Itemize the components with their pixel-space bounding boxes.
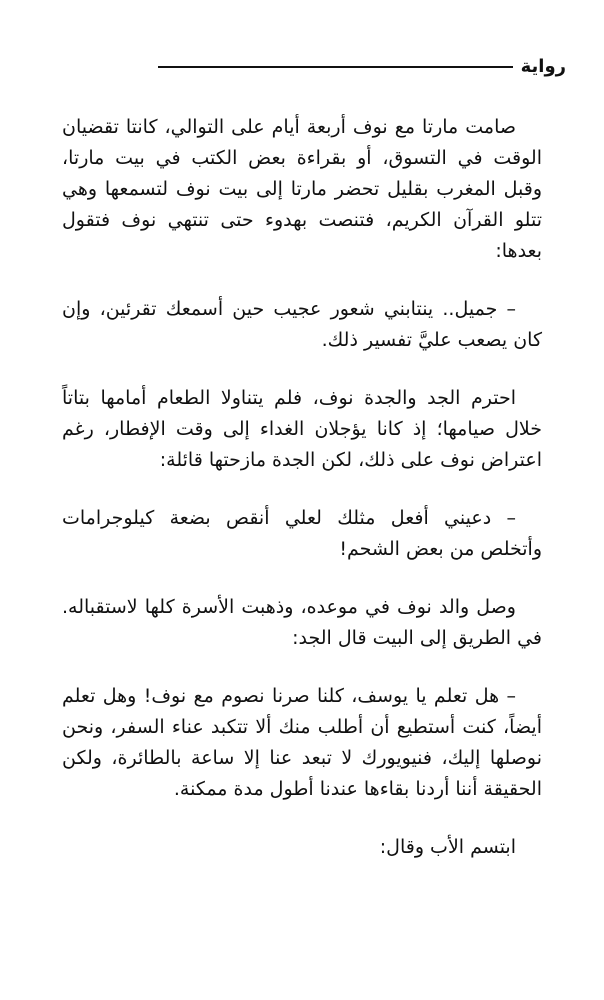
paragraph: ابتسم الأب وقال: — [379, 836, 516, 858]
paragraph: احترم الجد والجدة نوف، فلم يتناولا الطعام أمامها بتاتاً خلال صيامها؛ إذ كانا يؤجلان الغداء إلى وقت الإفطار، رغم اعتراض نوف على ذلك، لكن الجدة مازحتها قائلة: — [62, 387, 542, 471]
page-body — [62, 112, 542, 863]
header-rule — [158, 66, 513, 68]
dialogue-paragraph: – جميل.. ينتابني شعور عجيب حين أسمعك تقرئين، وإن كان يصعب عليَّ تفسير ذلك. — [62, 298, 542, 351]
book-title: رواية — [520, 56, 566, 77]
running-header — [36, 52, 566, 82]
dialogue-paragraph: – دعيني أفعل مثلك لعلي أنقص بضعة كيلوجرامات وأتخلص من بعض الشحم! — [62, 507, 542, 560]
paragraph: وصل والد نوف في موعده، وذهبت الأسرة كلها لاستقباله. في الطريق إلى البيت قال الجد: — [62, 596, 542, 649]
dialogue-paragraph: – هل تعلم يا يوسف، كلنا صرنا نصوم مع نوف! وهل تعلم أيضاً، كنت أستطيع أن أطلب منك ألا تتكبد عناء السفر، ونحن نوصلها إليك، فنيويورك لا تبعد عنا إلا ساعة بالطائرة، ولكن الحقيقة أننا أردنا بقاءها عندنا أطول مدة ممكنة. — [62, 685, 542, 800]
paragraph: صامت مارتا مع نوف أربعة أيام على التوالي، كانتا تقضيان الوقت في التسوق، أو بقراءة بعض الكتب في بيت مارتا، وقبل المغرب بقليل تحضر مارتا إلى بيت نوف لتسمعها وهي تتلو القرآن الكريم، فتنصت بهدوء حتى تنتهي نوف فتقول بعدها: — [62, 116, 542, 262]
